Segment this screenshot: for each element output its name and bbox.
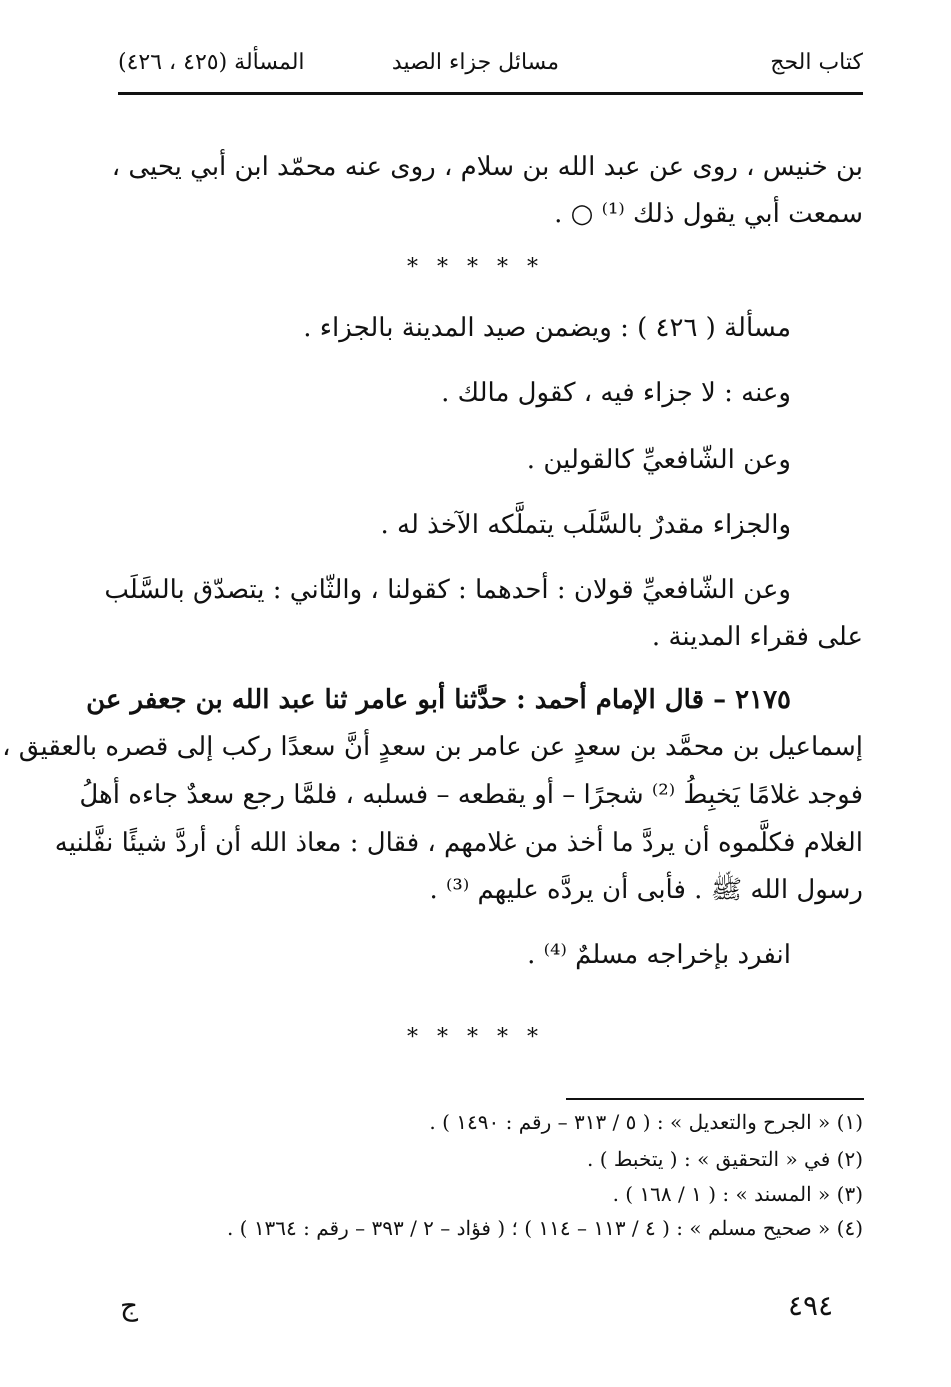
signature-mark: ج (120, 1289, 139, 1322)
text-line: انفرد بإخراجه مسلمٌ ⁽⁴⁾ . (527, 940, 791, 970)
footnote: (١) « الجرح والتعديل » : ( ٥ / ٣١٣ – رقم : ١٤٩٠ ) . (429, 1110, 863, 1134)
text-line: إسماعيل بن محمَّد بن سعدٍ عن عامر بن سعدٍ أنَّ سعدًا ركب إلى قصره بالعقيق ، (2, 732, 863, 762)
footnote: (٣) « المسند » : ( ١ / ١٦٨ ) . (612, 1182, 863, 1206)
text-line: رسول الله ﷺ . فأبى أن يردَّه عليهم ⁽³⁾ . (429, 875, 863, 905)
header-rule (118, 92, 863, 95)
separator-stars: * * * * * (407, 255, 544, 280)
page-number: ٤٩٤ (788, 1289, 834, 1322)
text-line: والجزاء مقدرٌ بالسَّلَب يتملَّكه الآخذ له . (380, 510, 791, 540)
text-line: الغلام فكلَّموه أن يردَّ ما أخذ من غلامهم ، فقال : معاذ الله أن أردَّ شيئًا نفَّلنيه (54, 828, 863, 858)
hadith-line: ٢١٧٥ – قال الإمام أحمد : حدَّثنا أبو عامر ثنا عبد الله بن جعفر عن (86, 685, 791, 715)
separator-stars: * * * * * (407, 1025, 544, 1050)
text-line: بن خنيس ، روى عن عبد الله بن سلام ، روى عنه محمّد ابن أبي يحيى ، (111, 152, 863, 182)
text-line: فوجد غلامًا يَخبِطُ ⁽²⁾ شجرًا – أو يقطعه – فسلبه ، فلمَّا رجع سعدٌ جاءه أهلُ (79, 780, 863, 810)
text-line: وعن الشّافعيِّ كالقولين . (526, 445, 791, 475)
issue-heading: مسألة ( ٤٢٦ ) : ويضمن صيد المدينة بالجزاء . (303, 313, 791, 343)
footnote: (٤) « صحيح مسلم » : ( ٤ / ١١٣ – ١١٤ ) ؛ ( فؤاد – ٢ / ٣٩٣ – رقم : ١٣٦٤ ) . (226, 1216, 863, 1240)
text-line: سمعت أبي يقول ذلك ⁽¹⁾ ○ . (554, 199, 863, 229)
text-line: وعن الشّافعيِّ قولان : أحدهما : كقولنا ، والثّاني : يتصدّق بالسَّلَب (104, 575, 791, 605)
footnote: (٢) في « التحقيق » : ( يتخبط ) . (587, 1147, 863, 1171)
running-head-section: مسائل جزاء الصيد (391, 50, 560, 75)
text-line: وعنه : لا جزاء فيه ، كقول مالك . (441, 378, 791, 408)
footnote-rule (566, 1098, 864, 1100)
running-head-range: المسألة (٤٢٥ ، ٤٢٦) (118, 50, 305, 75)
text-line: على فقراء المدينة . (651, 622, 863, 652)
running-head-book: كتاب الحج (770, 50, 863, 75)
